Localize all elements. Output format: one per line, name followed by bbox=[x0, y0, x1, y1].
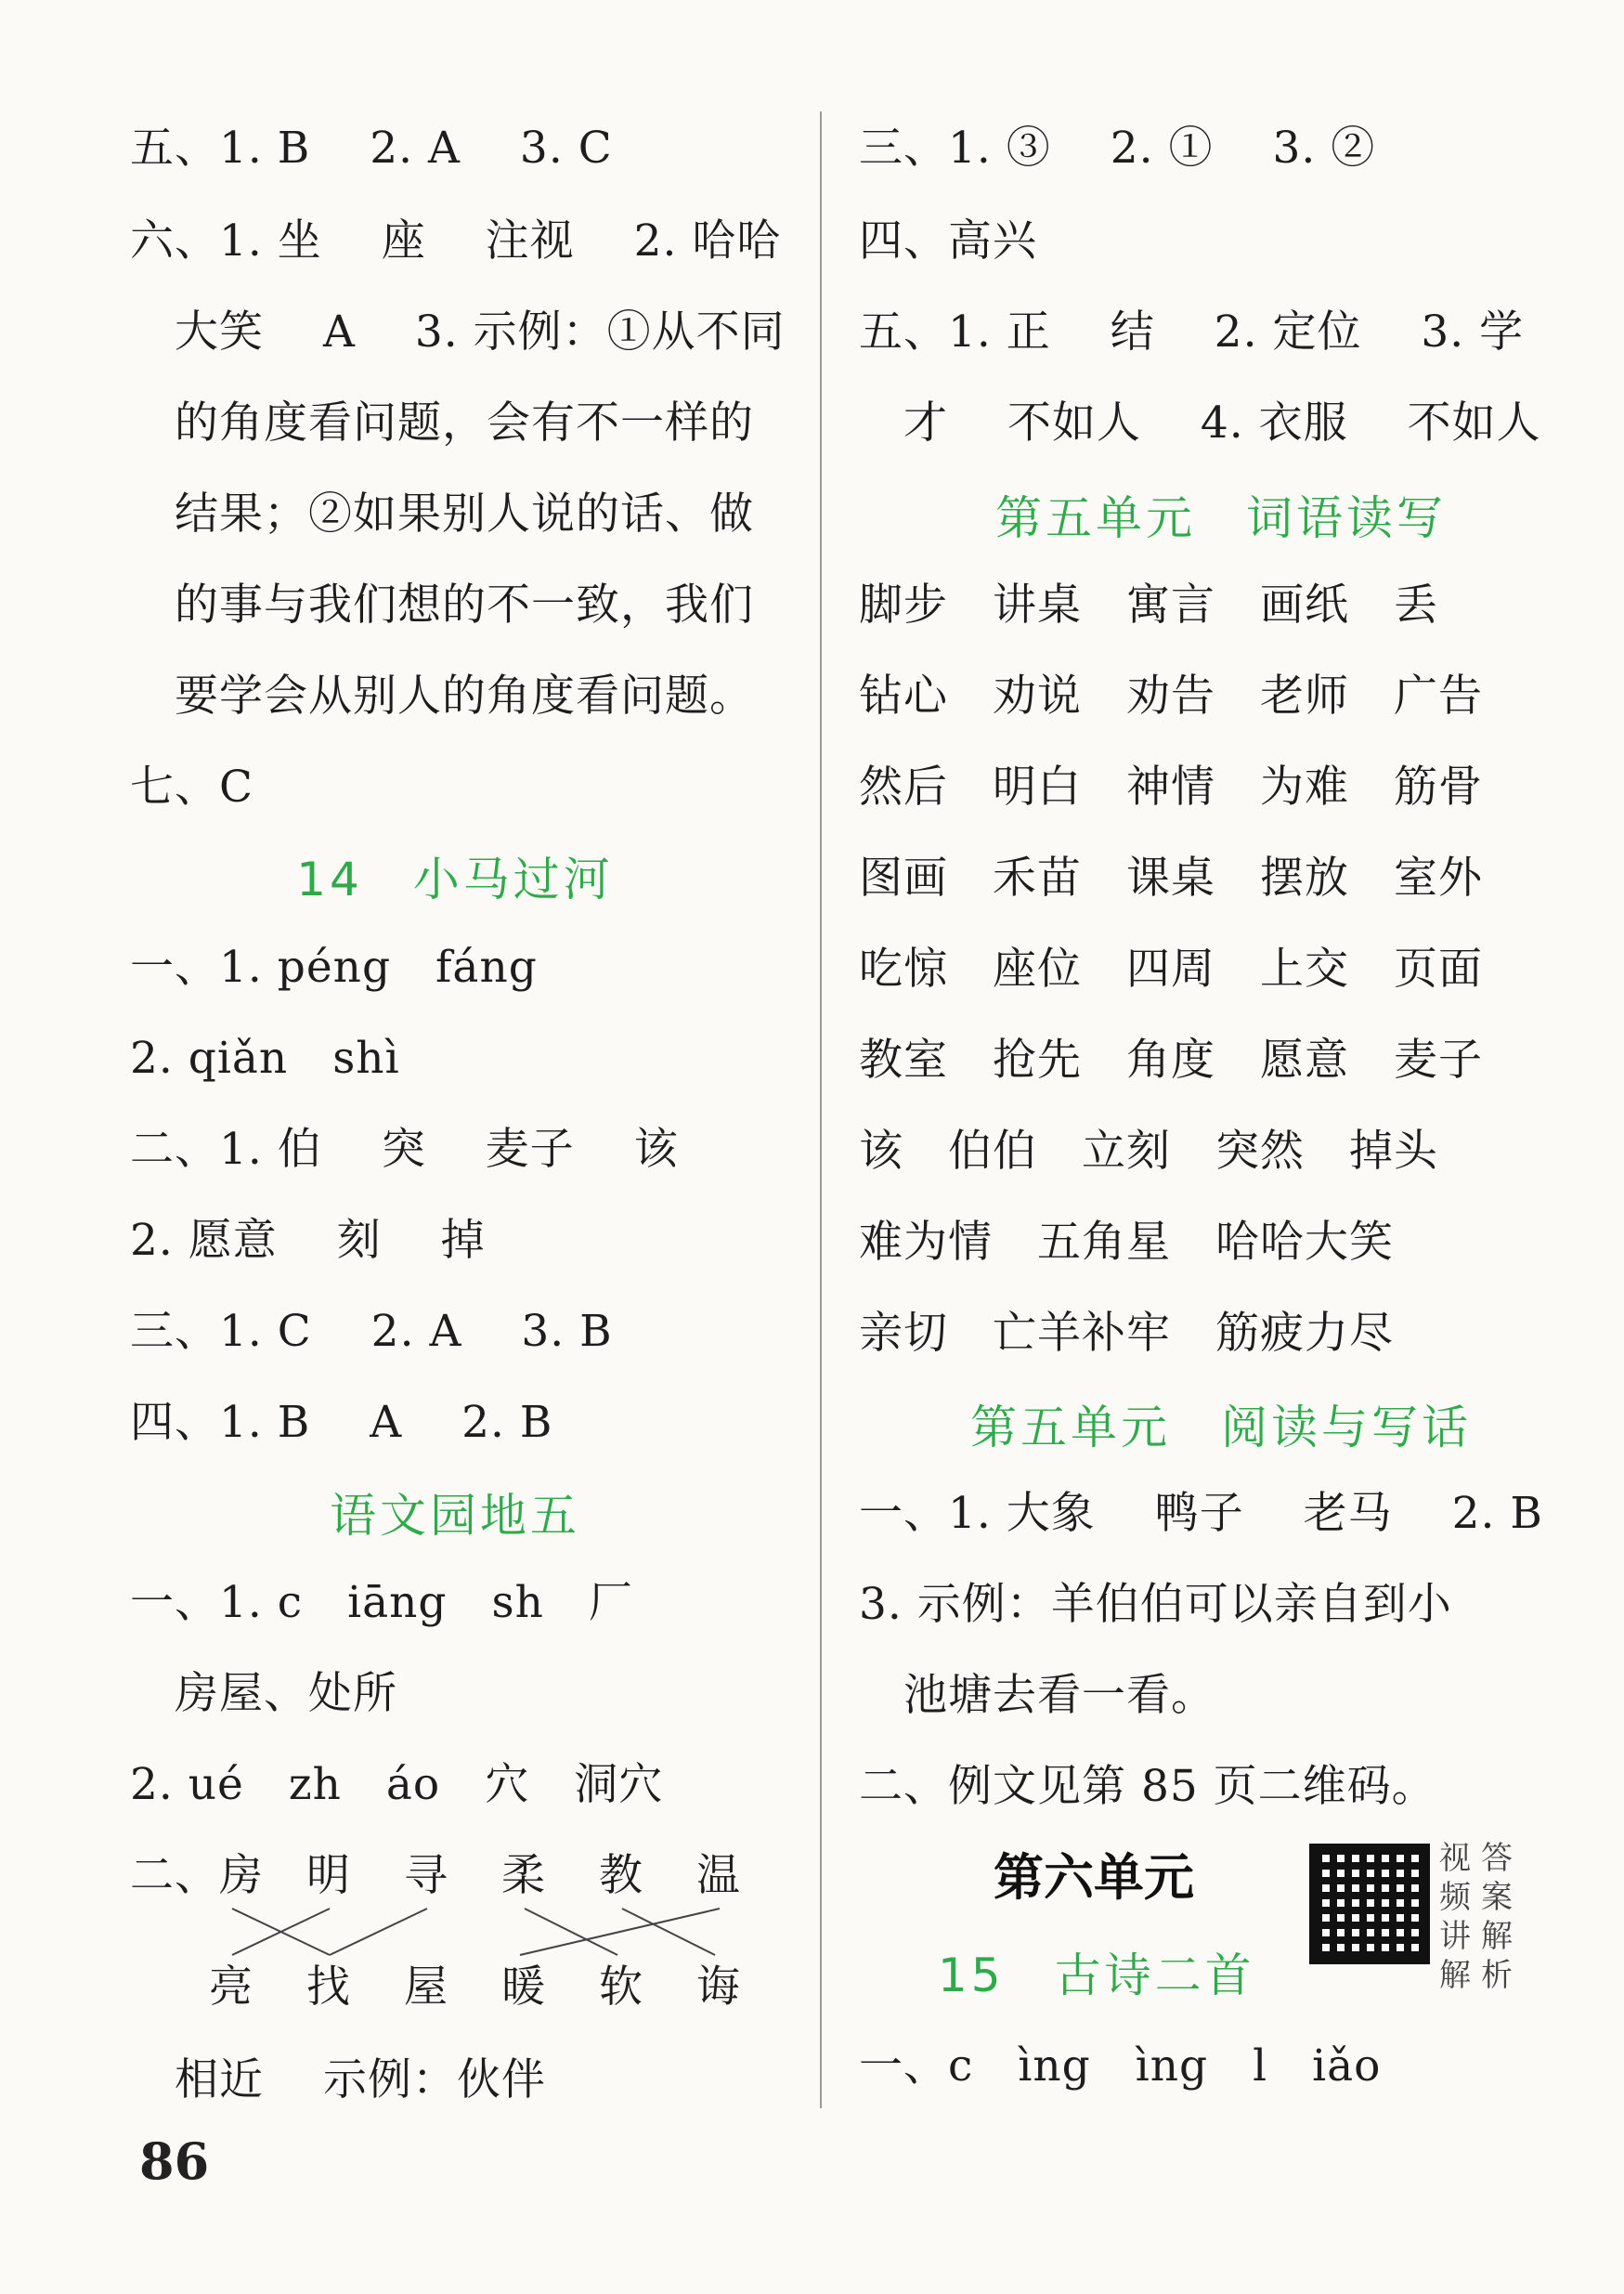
answer-line: 三、1. C 2. A 3. B bbox=[130, 1306, 613, 1357]
section-heading: 语文园地五 bbox=[330, 1489, 580, 1543]
answer-line: 五、1. B 2. A 3. C bbox=[130, 123, 613, 174]
lesson-heading: 14 小马过河 bbox=[296, 853, 614, 906]
answer-line: 要学会从别人的角度看问题。 bbox=[130, 671, 754, 722]
match-top-item: 柔 bbox=[501, 1850, 546, 1901]
word-line: 然后 明白 神情 为难 筋骨 bbox=[859, 762, 1483, 813]
answer-line: 才 不如人 4. 衣服 不如人 bbox=[859, 398, 1541, 449]
match-top-item: 寻 bbox=[404, 1850, 448, 1901]
answer-line: 相近 示例：伙伴 bbox=[130, 2054, 546, 2105]
answer-line: 结果；②如果别人说的话、做 bbox=[130, 489, 754, 540]
answer-line: 五、1. 正 结 2. 定位 3. 学 bbox=[859, 306, 1525, 358]
page-number: 86 bbox=[139, 2131, 210, 2191]
answer-line: 一、1. c iāng sh 厂 bbox=[130, 1577, 633, 1628]
match-top-item: 二、房 bbox=[130, 1850, 264, 1901]
answer-line: 2. ué zh áo 穴 洞穴 bbox=[130, 1759, 664, 1810]
match-top-item: 温 bbox=[696, 1850, 741, 1901]
word-line: 亲切 亡羊补牢 筋疲力尽 bbox=[859, 1308, 1394, 1359]
answer-line: 的角度看问题，会有不一样的 bbox=[130, 398, 754, 449]
answer-line: 四、高兴 bbox=[859, 215, 1037, 267]
column-divider bbox=[820, 111, 822, 2108]
unit-heading: 第五单元 阅读与写话 bbox=[970, 1401, 1472, 1454]
word-line: 脚步 讲桌 寓言 画纸 丢 bbox=[859, 580, 1438, 631]
qr-caption: 答案解析 bbox=[1481, 1840, 1513, 1994]
word-line: 该 伯伯 立刻 突然 掉头 bbox=[859, 1126, 1438, 1177]
answer-line: 池塘去看一看。 bbox=[859, 1670, 1215, 1721]
answer-line: 七、C bbox=[130, 762, 253, 813]
word-line: 图画 禾苗 课桌 摆放 室外 bbox=[859, 853, 1483, 904]
word-line: 吃惊 座位 四周 上交 页面 bbox=[859, 944, 1483, 995]
answer-line: 二、例文见第 85 页二维码。 bbox=[859, 1761, 1436, 1812]
match-top-item: 教 bbox=[599, 1850, 643, 1901]
answer-line: 2. 愿意 刻 掉 bbox=[130, 1215, 486, 1266]
qr-code[interactable] bbox=[1309, 1844, 1430, 1964]
answer-line: 大笑 A 3. 示例：①从不同 bbox=[130, 306, 786, 358]
word-line: 钻心 劝说 劝告 老师 广告 bbox=[859, 671, 1483, 722]
unit-heading: 第五单元 词语读写 bbox=[995, 491, 1447, 545]
answer-line: 2. qiǎn shì bbox=[130, 1033, 400, 1084]
unit-title: 第六单元 bbox=[994, 1848, 1194, 1907]
answer-line: 四、1. B A 2. B bbox=[130, 1397, 553, 1448]
match-bottom-item: 亮 bbox=[209, 1962, 253, 2013]
match-bottom-item: 暖 bbox=[501, 1962, 546, 2013]
qr-caption: 视频讲解 bbox=[1439, 1840, 1471, 1994]
answer-line: 一、1. péng fáng bbox=[130, 942, 538, 993]
match-bottom-item: 屋 bbox=[404, 1962, 448, 2013]
match-bottom-item: 找 bbox=[306, 1962, 351, 2013]
answer-line: 的事与我们想的不一致，我们 bbox=[130, 580, 754, 631]
word-line: 教室 抢先 角度 愿意 麦子 bbox=[859, 1035, 1483, 1086]
answer-line: 3. 示例：羊伯伯可以亲自到小 bbox=[859, 1579, 1452, 1630]
answer-line: 一、1. 大象 鸭子 老马 2. B bbox=[859, 1488, 1543, 1539]
match-top-item: 明 bbox=[306, 1850, 351, 1901]
match-bottom-item: 诲 bbox=[696, 1962, 741, 2013]
answer-line: 三、1. ③ 2. ① 3. ② bbox=[859, 123, 1376, 174]
answer-line: 房屋、处所 bbox=[130, 1668, 397, 1719]
answer-line: 六、1. 坐 座 注视 2. 哈哈 bbox=[130, 215, 782, 267]
match-bottom-item: 软 bbox=[599, 1962, 643, 2013]
answer-line: 一、c ìng ìng l iǎo bbox=[859, 2040, 1382, 2092]
lesson-heading: 15 古诗二首 bbox=[938, 1949, 1255, 2002]
word-line: 难为情 五角星 哈哈大笑 bbox=[859, 1217, 1394, 1268]
answer-line: 二、1. 伯 突 麦子 该 bbox=[130, 1124, 679, 1175]
